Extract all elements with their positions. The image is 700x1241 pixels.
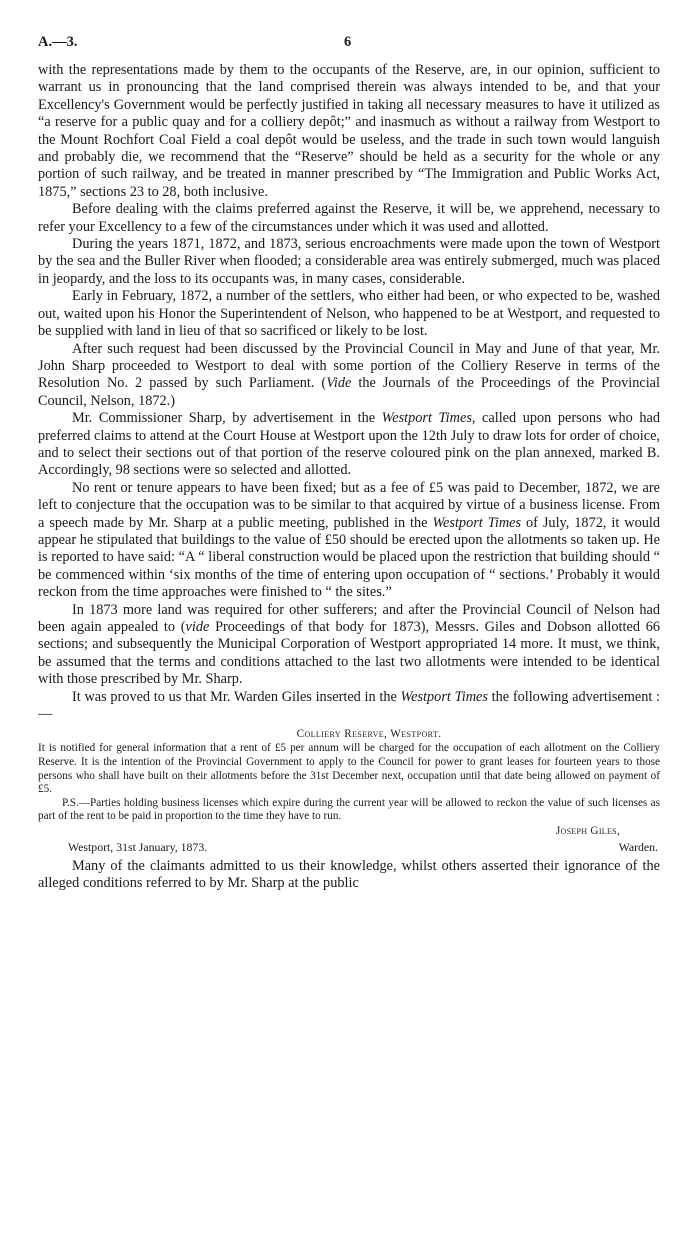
paragraph-p5 [38, 341, 660, 411]
paragraph-p6 [38, 410, 660, 480]
paragraph-p9 [38, 689, 660, 724]
text-run: , called upon persons who had preferred claims to attend at the Court House at Westport upon the 12th July to draw lots for order of choice, and to select their sections out of that portion of the reserve coloured pink on the plan annexed, marked B. Accordingly, 98 sections were so selected and allotted. [38, 410, 660, 479]
paragraph-p7 [38, 480, 660, 602]
page-number: 6 [344, 34, 352, 50]
paragraph-p1 [38, 62, 660, 201]
text-run: No rent or tenure appears to have been fixed; but as a fee of £5 was paid to December, 1872, we are left to conjecture that the occupation was to be similar to that acquired by virtue of a business license. From a speech made by Mr. Sharp at a public meeting, published in the [38, 479, 660, 531]
text-run: of July, 1872, it would appear he stipulated that buildings to the value of £50 should be erected upon the allotments so taken up. He is reported to have said: “A “ liberal construction would be placed upon the restriction that building should “ be commenced within ‘six months of the time of entering upon occupation of “ sections.’ Probably it would reckon from the time approaches were finished to “ the sites.” [38, 514, 660, 601]
paragraph-p10 [38, 858, 660, 893]
text-run: It was proved to us that Mr. Warden Giles inserted in the [72, 688, 401, 705]
italic-text: Westport Times [381, 410, 472, 427]
paragraph-p3 [38, 236, 660, 288]
signatory-name: Joseph Giles, [555, 825, 620, 837]
text-run: Before dealing with the claims preferred against the Reserve, it will be, we apprehend, necessary to refer your Excellency to a few of the circumstances under which it was used and allotted. [38, 201, 660, 235]
advertisement-dateline [38, 839, 660, 856]
page-header [38, 34, 660, 60]
italic-text: Westport Times [400, 688, 488, 705]
text-run: Mr. Commissioner Sharp, by advertisement in the [72, 410, 382, 427]
text-run: In 1873 more land was required for other sufferers; and after the Provincial Council of Nelson had been again appealed to ( [38, 601, 660, 635]
signatory-role: Warden. [618, 840, 658, 854]
italic-text: Vide [326, 375, 352, 392]
report-body [38, 62, 660, 723]
paragraph-p4 [38, 288, 660, 340]
advertisement-title: Colliery Reserve, Westport. [296, 728, 442, 741]
text-run: the following advertisement :— [38, 688, 660, 723]
advertisement-block [38, 727, 660, 839]
text-run: with the representations made by them to the occupants of the Reserve, are, in our opinion, sufficient to warrant us in pronouncing that the land comprised therein was always intended to be, and that your Excellency's Government would be perfectly justified in taking all necessary measures to have it utilized as “a reserve for a public quay and for a colliery depôt;” and inasmuch as without a railway from Westport to the Mount Rochfort Coal Field a coal depôt would be useless, and the trade in such town would languish and probably die, we recommend that the “Reserve” should be held as a security for the whole or any portion of such railway, and be treated in manner prescribed by “The Immigration and Public Works Act, 1875,” sections 23 to 28, both inclusive. [38, 62, 660, 200]
place-and-date: Westport, 31st January, 1873. [68, 840, 208, 854]
text-run: Proceedings of that body for 1873), Messrs. Giles and Dobson allotted 66 sections; and subsequently the Municipal Corporation of Westport appropriated 14 more. It must, we think, be assumed that the terms and conditions attached to the last two allotments were intended to be identical with those prescribed by Mr. Sharp. [38, 619, 660, 688]
paragraph-p8 [38, 602, 660, 689]
parliamentary-paper-reference: A.—3. [38, 34, 78, 50]
text-run: Many of the claimants admitted to us their knowledge, whilst others asserted their ignorance of the alleged conditions referred to by Mr. Sharp at the public [38, 858, 660, 892]
advertisement-postscript: P.S.—Parties holding business licenses which expire during the current year will be allowed to reckon the value of such licenses as part of the rent to be paid in proportion to the time they have to run. [38, 796, 660, 823]
italic-text: vide [185, 619, 210, 635]
closing-paragraph-container [38, 858, 660, 893]
text-run: Early in February, 1872, a number of the settlers, who either had been, or who expected to be, washed out, waited upon his Honor the Superintendent of Nelson, who happened to be at Westport, and requested to be supplied with land in lieu of that so sacrificed or likely to be lost. [38, 288, 660, 340]
text-run: After such request had been discussed by the Provincial Council in May and June of that year, Mr. John Sharp proceeded to Westport to deal with some portion of the Colliery Reserve in terms of the Resolution No. 2 passed by such Parliament. ( [38, 340, 660, 392]
advertisement-body: It is notified for general information that a rent of £5 per annum will be charged for the occupation of each allotment on the Colliery Reserve. It is the intention of the Provincial Government to apply to the Council for power to grant leases for fourteen years to those persons who shall have built on their allotments before the 31st December next, occupation until that date being allowed on payment of £5. [38, 742, 660, 796]
italic-text: Westport Times [432, 514, 522, 531]
paragraph-p2 [38, 201, 660, 236]
advertisement-signature [38, 824, 660, 839]
text-run: the Journals of the Proceedings of the Provincial Council, Nelson, 1872.) [38, 375, 661, 409]
text-run: During the years 1871, 1872, and 1873, serious encroachments were made upon the town of Westport by the sea and the Buller River when flooded; a considerable area was entirely submerged, much was placed in jeopardy, and the loss to its occupants was, in many cases, considerable. [38, 236, 660, 287]
